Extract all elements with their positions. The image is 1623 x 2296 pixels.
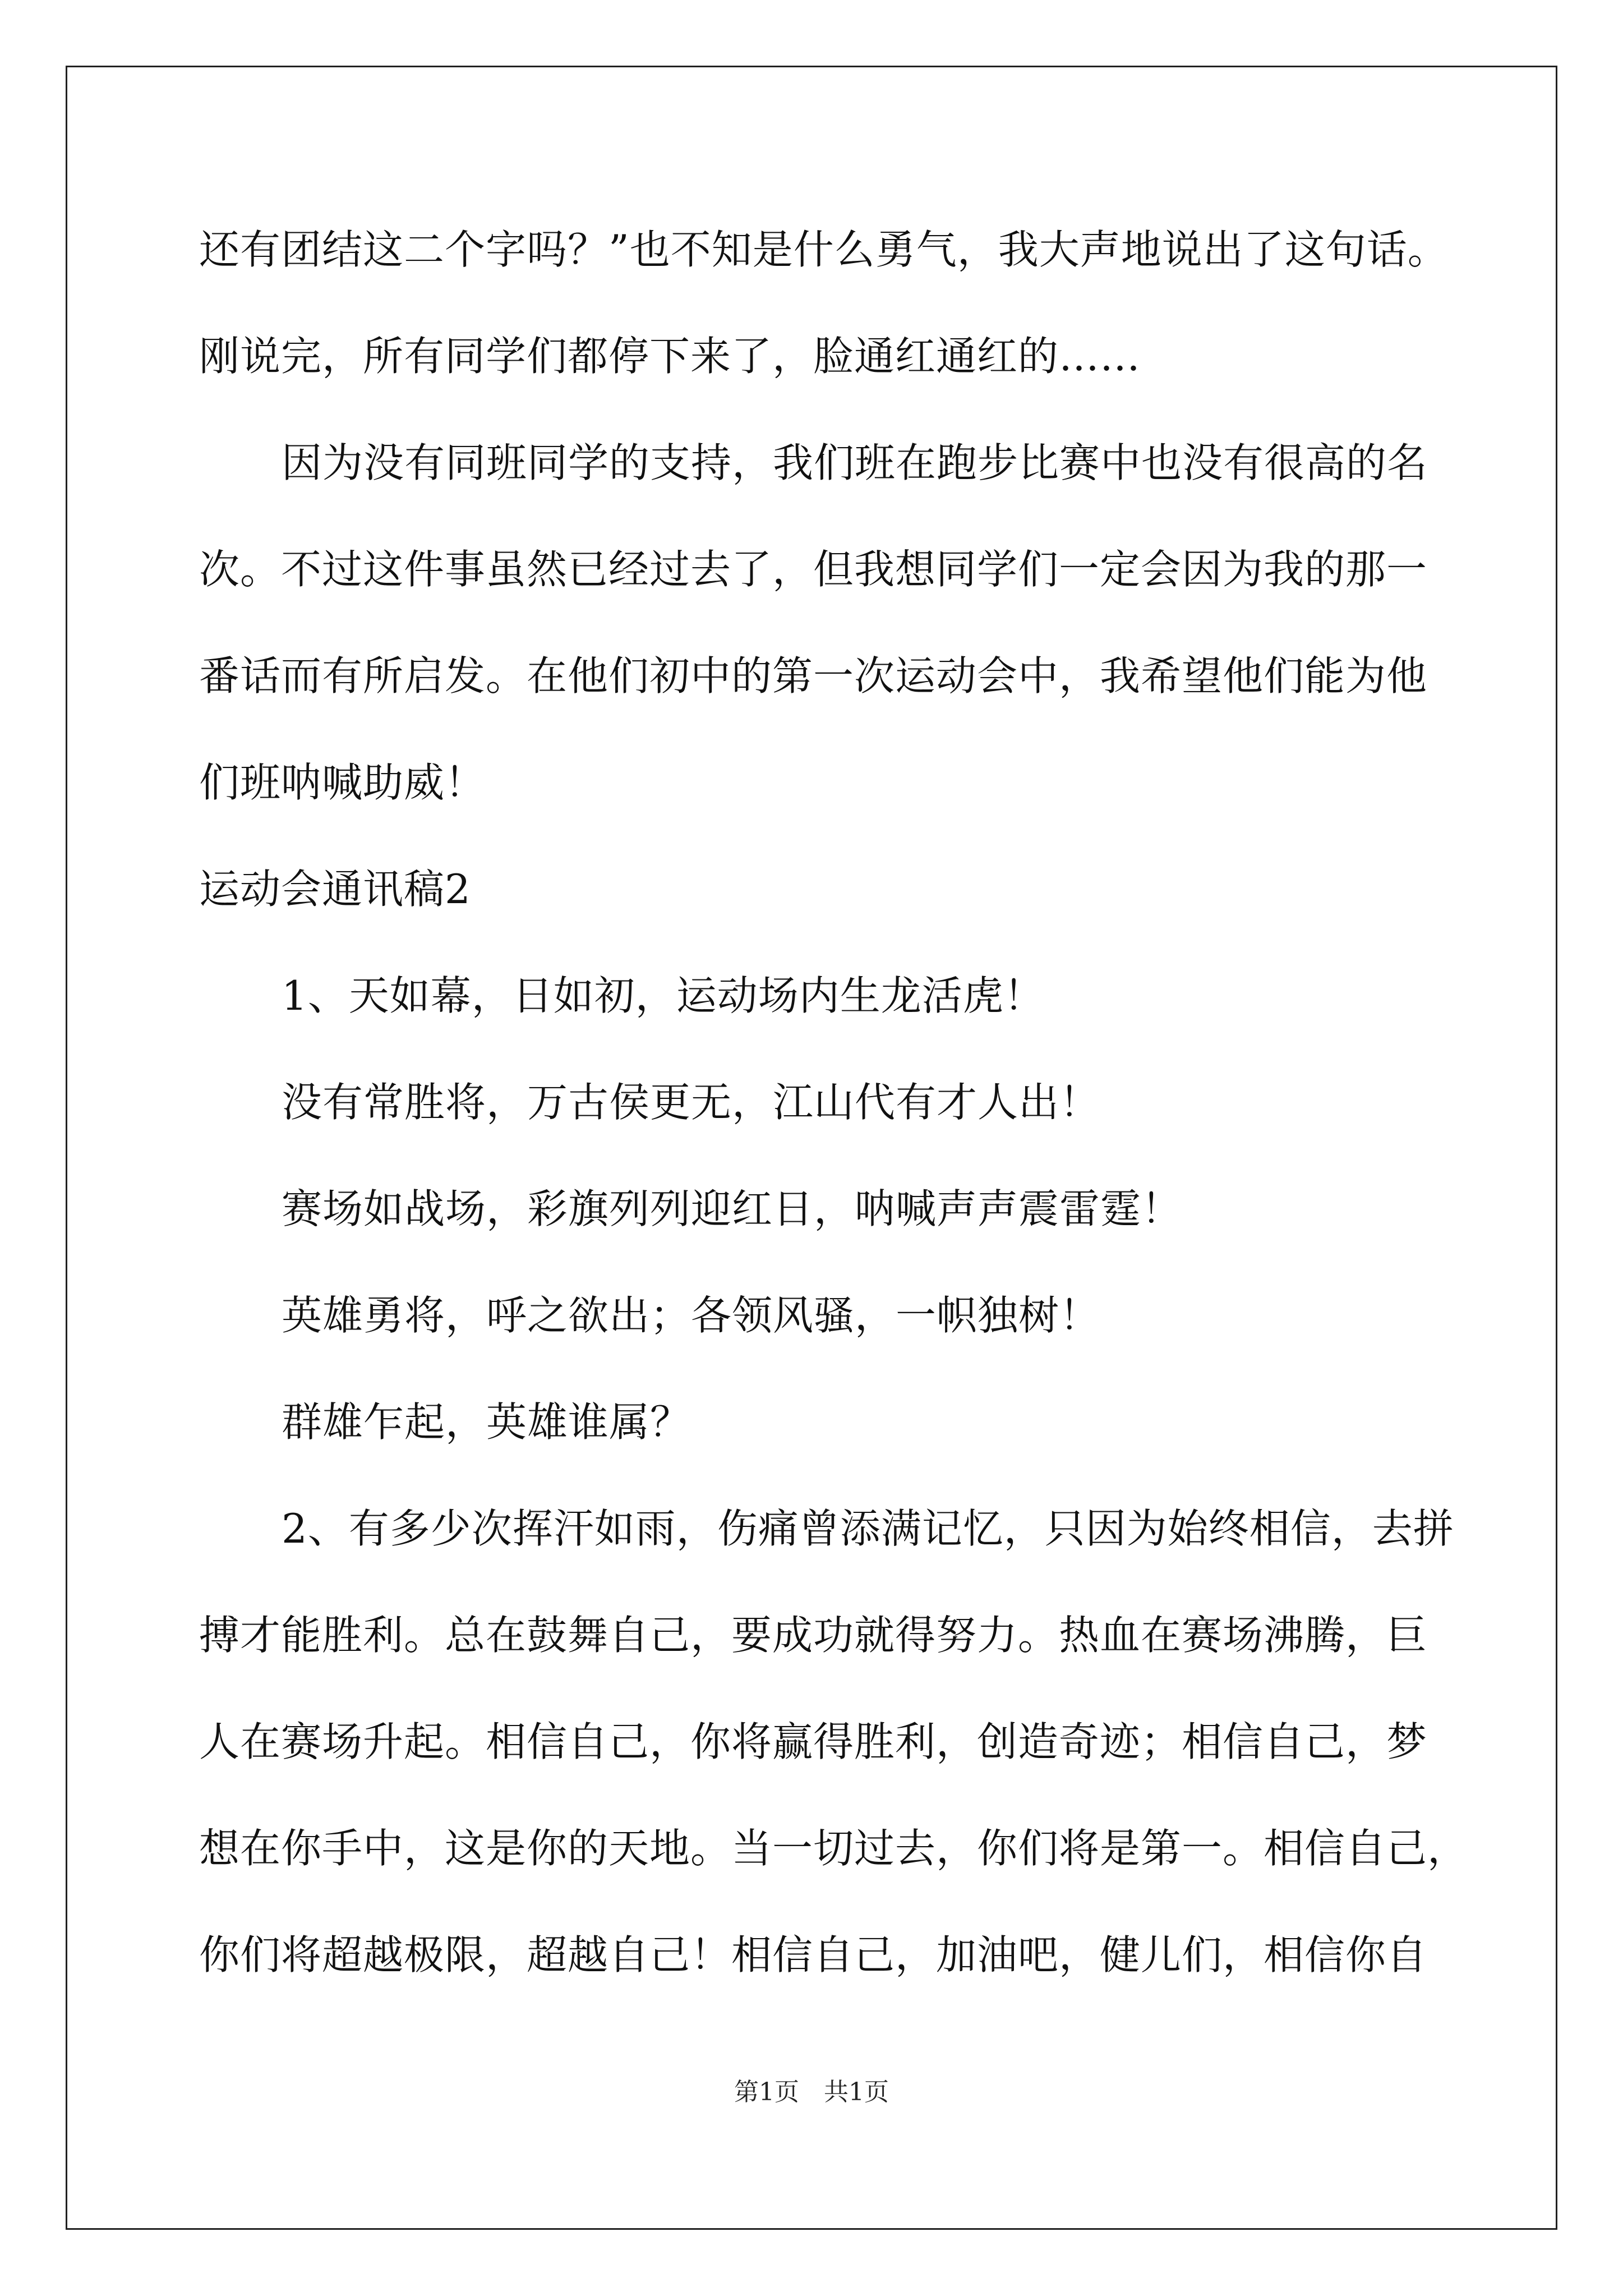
text-line-15: 人在赛场升起。相信自己，你将赢得胜利，创造奇迹；相信自己，梦 (199, 1718, 1428, 1765)
text-line-6: 们班呐喊助威！ (199, 759, 486, 806)
page-border (66, 66, 1557, 2230)
text-line-16: 想在你手中，这是你的天地。当一切过去，你们将是第一。相信自己， (199, 1825, 1469, 1872)
text-line-11: 英雄勇将，呼之欲出；各领风骚，一帜独树！ (282, 1292, 1101, 1339)
text-line-5: 番话而有所启发。在他们初中的第一次运动会中，我希望他们能为他 (199, 652, 1428, 700)
text-line-17: 你们将超越极限，超越自己！相信自己，加油吧，健儿们，相信你自 (199, 1931, 1428, 1978)
text-line-13: 2、有多少次挥汗如雨，伤痛曾添满记忆，只因为始终相信，去拼 (282, 1505, 1454, 1552)
text-line-4: 次。不过这件事虽然已经过去了，但我想同学们一定会因为我的那一 (199, 546, 1428, 593)
text-line-2: 刚说完，所有同学们都停下来了，脸通红通红的…… (199, 333, 1141, 380)
text-line-14: 搏才能胜利。总在鼓舞自己，要成功就得努力。热血在赛场沸腾，巨 (199, 1612, 1428, 1659)
text-line-10: 赛场如战场，彩旗列列迎红日，呐喊声声震雷霆！ (282, 1185, 1183, 1232)
page-footer: 第1页 共1页 (734, 2078, 889, 2106)
section-heading: 运动会通讯稿2 (199, 866, 471, 913)
text-line-1: 还有团结这二个字吗？”也不知是什么勇气，我大声地说出了这句话。 (199, 226, 1449, 273)
text-line-12: 群雄乍起，英雄谁属？ (282, 1398, 691, 1446)
text-line-8: 1、天如幕，日如初，运动场内生龙活虎！ (282, 972, 1045, 1019)
text-line-9: 没有常胜将，万古侯更无，江山代有才人出！ (282, 1079, 1101, 1126)
text-line-3: 因为没有同班同学的支持，我们班在跑步比赛中也没有很高的名 (282, 439, 1428, 486)
